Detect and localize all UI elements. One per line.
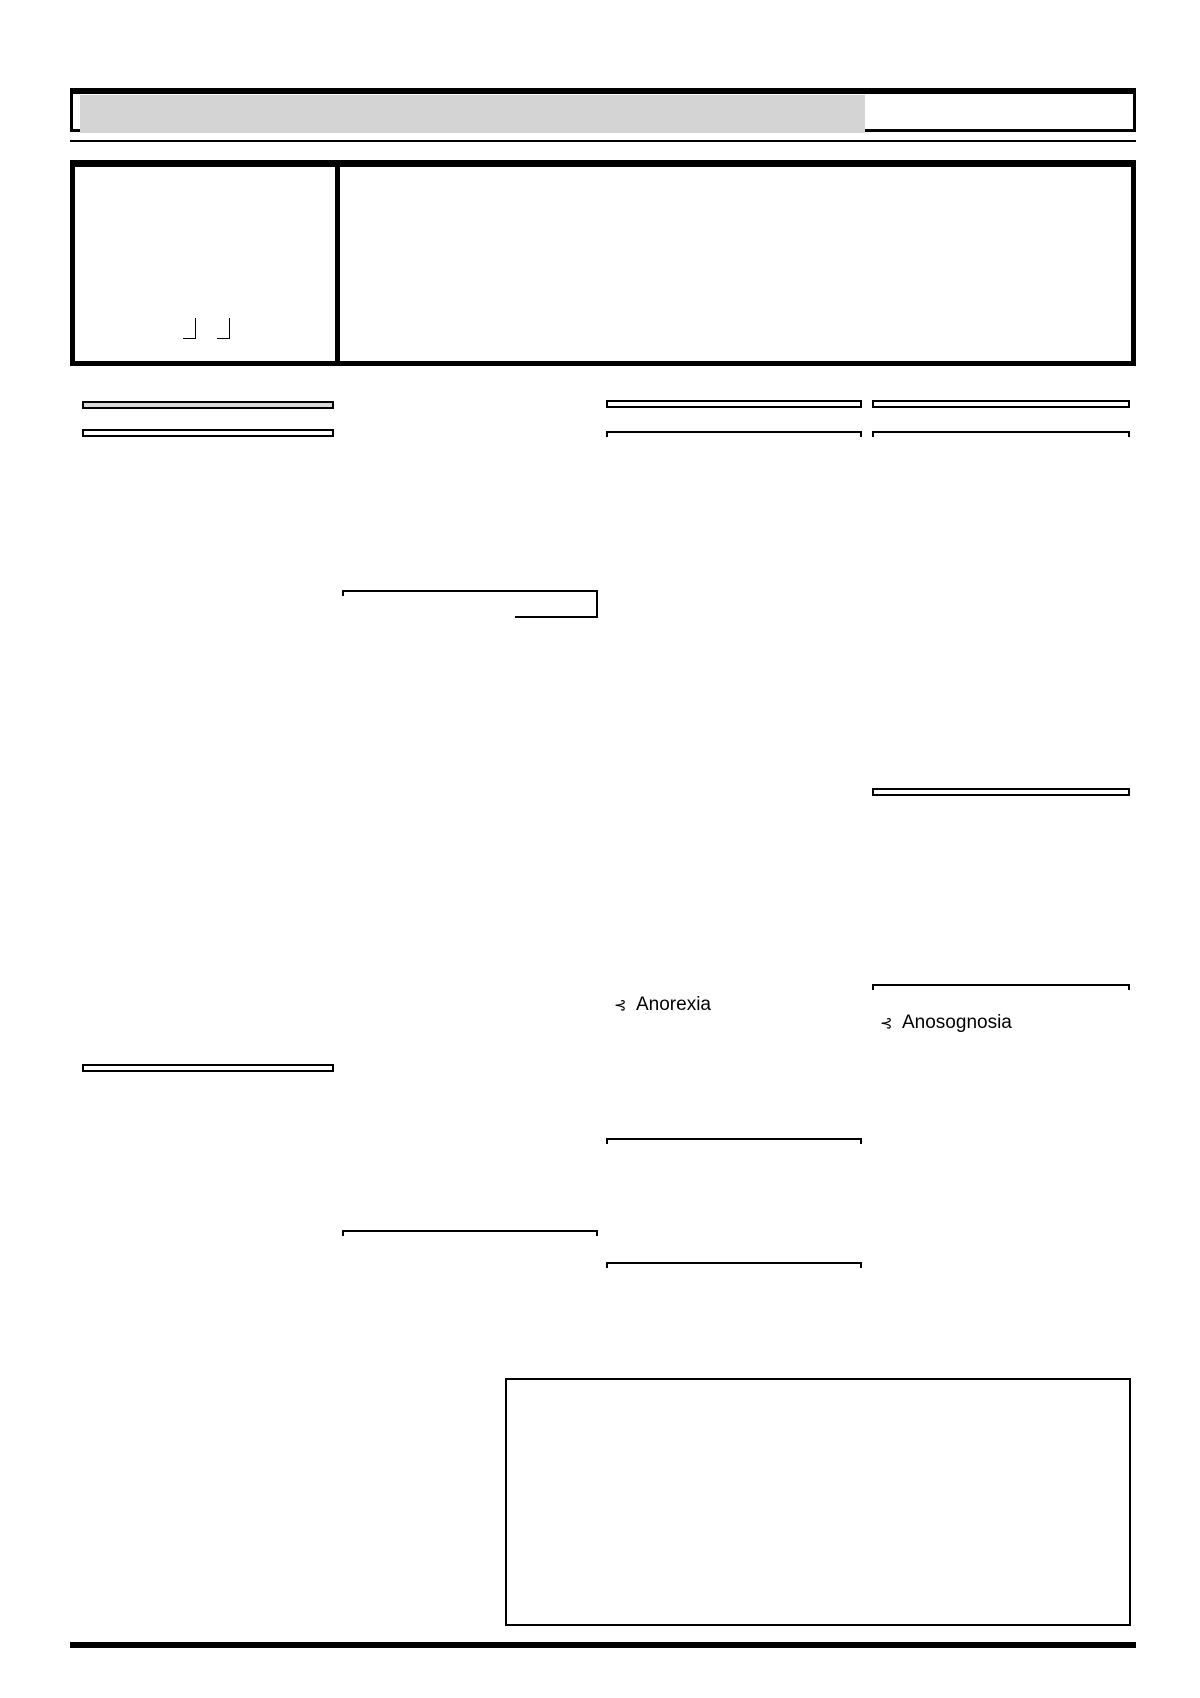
speech-quantity-item[interactable] bbox=[350, 1180, 372, 1202]
section-behavior bbox=[82, 1064, 334, 1072]
dress-item[interactable] bbox=[88, 1041, 110, 1063]
attitude-item[interactable] bbox=[350, 1445, 372, 1467]
mood-item[interactable] bbox=[614, 505, 636, 527]
mood-item[interactable] bbox=[614, 575, 636, 597]
catatonia-item[interactable] bbox=[350, 518, 372, 540]
catatonia-item[interactable] bbox=[350, 564, 372, 586]
gender-f-checkbox[interactable] bbox=[217, 318, 230, 339]
hair-item[interactable] bbox=[88, 594, 110, 616]
section-mood bbox=[606, 431, 862, 437]
other-feature-item[interactable] bbox=[88, 684, 110, 706]
tick-icon: ⊰ bbox=[614, 997, 627, 1014]
catatonia-item[interactable] bbox=[350, 471, 372, 493]
current-medication-item[interactable] bbox=[520, 1497, 542, 1519]
other-sign-item[interactable] bbox=[614, 947, 636, 969]
grooming-item[interactable] bbox=[88, 840, 110, 862]
other-emotion-item[interactable] bbox=[614, 782, 636, 804]
agnosia-label: Anosognosia bbox=[902, 1012, 1012, 1033]
attitude-item[interactable] bbox=[350, 1281, 372, 1303]
info-divider bbox=[335, 160, 340, 366]
catatonia-item[interactable] bbox=[350, 494, 372, 516]
mood-item[interactable] bbox=[614, 598, 636, 620]
intelligibility-item[interactable] bbox=[350, 735, 372, 757]
speech-quantity-item[interactable] bbox=[350, 1203, 372, 1225]
combativeness-item[interactable] bbox=[88, 1254, 110, 1276]
overactivity-item[interactable] bbox=[88, 1499, 110, 1521]
overactivity-item[interactable] bbox=[88, 1521, 110, 1543]
speech-quality-item[interactable] bbox=[350, 921, 372, 943]
section-perception bbox=[872, 400, 1130, 408]
grooming-item[interactable] bbox=[88, 907, 110, 929]
speech-quality-item[interactable] bbox=[350, 1061, 372, 1083]
volume-item[interactable] bbox=[350, 853, 372, 875]
attitude-item[interactable] bbox=[350, 1305, 372, 1327]
agnosia-item[interactable] bbox=[880, 1012, 1012, 1034]
attitude-item[interactable] bbox=[350, 1328, 372, 1350]
overactivity-item[interactable] bbox=[88, 1543, 110, 1565]
speech-quantity-item[interactable] bbox=[350, 1110, 372, 1132]
attitude-item[interactable] bbox=[350, 1422, 372, 1444]
hair-item[interactable] bbox=[88, 616, 110, 638]
other-feature-item[interactable] bbox=[88, 751, 110, 773]
speech-quantity-item[interactable] bbox=[350, 1156, 372, 1178]
other-feature-item[interactable] bbox=[88, 796, 110, 818]
catatonia-item[interactable] bbox=[350, 424, 372, 446]
intelligibility-item[interactable] bbox=[350, 782, 372, 804]
volume-item[interactable] bbox=[350, 830, 372, 852]
other-feature-item[interactable] bbox=[88, 706, 110, 728]
instruction bbox=[86, 381, 94, 397]
section-mood-affect bbox=[606, 400, 862, 408]
section-attitude bbox=[342, 1230, 598, 1236]
attitude-item[interactable] bbox=[350, 1258, 372, 1280]
speech-quality-item[interactable] bbox=[350, 1038, 372, 1060]
other-feature-item[interactable] bbox=[88, 729, 110, 751]
dress-item[interactable] bbox=[88, 997, 110, 1019]
hair-item[interactable] bbox=[88, 639, 110, 661]
speech-quality-item[interactable] bbox=[350, 898, 372, 920]
other-feature-item[interactable] bbox=[88, 773, 110, 795]
weight-item[interactable] bbox=[88, 527, 110, 549]
tick-icon: ⊰ bbox=[880, 1015, 893, 1032]
other-emotion-item[interactable] bbox=[614, 735, 636, 757]
title-shade bbox=[80, 95, 865, 133]
dress-item[interactable] bbox=[88, 974, 110, 996]
speech-quality-item[interactable] bbox=[350, 944, 372, 966]
intelligibility-item[interactable] bbox=[350, 759, 372, 781]
dress-item[interactable] bbox=[88, 952, 110, 974]
other-emotion-item[interactable] bbox=[614, 829, 636, 851]
mood-item[interactable] bbox=[614, 622, 636, 644]
dress-item[interactable] bbox=[88, 1019, 110, 1041]
speech-quantity-item[interactable] bbox=[350, 1133, 372, 1155]
section-hallucinations bbox=[872, 431, 1130, 437]
other-emotion-item[interactable] bbox=[614, 712, 636, 734]
neuro-vegetative-label: Anorexia bbox=[636, 994, 711, 1015]
speech-quality-item[interactable] bbox=[350, 967, 372, 989]
bottom-rule bbox=[70, 1642, 1136, 1648]
mood-item[interactable] bbox=[614, 458, 636, 480]
other-sign-item[interactable] bbox=[614, 924, 636, 946]
walk-item[interactable] bbox=[88, 1142, 110, 1164]
attitude-item[interactable] bbox=[350, 1352, 372, 1374]
mood-item[interactable] bbox=[614, 528, 636, 550]
neuro-vegetative-item[interactable] bbox=[614, 994, 711, 1016]
attitude-item[interactable] bbox=[350, 1515, 372, 1537]
overactivity-item[interactable] bbox=[88, 1454, 110, 1476]
walk-item[interactable] bbox=[88, 1187, 110, 1209]
mood-item[interactable] bbox=[614, 481, 636, 503]
attitude-item[interactable] bbox=[350, 1469, 372, 1491]
repetition-item[interactable] bbox=[88, 1343, 110, 1365]
catatonia-item[interactable] bbox=[350, 541, 372, 563]
header-rule bbox=[70, 140, 1136, 142]
weight-item[interactable] bbox=[88, 504, 110, 526]
section-general-description bbox=[82, 401, 334, 409]
speech-box-tab bbox=[515, 590, 598, 618]
repetition-item[interactable] bbox=[88, 1320, 110, 1342]
attitude-item[interactable] bbox=[350, 1492, 372, 1514]
section-disassociation bbox=[872, 788, 1130, 796]
attitude-item[interactable] bbox=[350, 1375, 372, 1397]
gender-m-checkbox[interactable] bbox=[183, 318, 196, 339]
weight-item[interactable] bbox=[88, 482, 110, 504]
walk-item[interactable] bbox=[88, 1165, 110, 1187]
other-emotion-item[interactable] bbox=[614, 806, 636, 828]
combativeness-item[interactable] bbox=[88, 1232, 110, 1254]
grooming-item[interactable] bbox=[88, 862, 110, 884]
mood-item[interactable] bbox=[614, 645, 636, 667]
weight-item[interactable] bbox=[88, 549, 110, 571]
other-emotion-item[interactable] bbox=[614, 852, 636, 874]
speech-rate-item[interactable] bbox=[350, 667, 372, 689]
section-appropriateness bbox=[606, 1262, 862, 1268]
repetition-item[interactable] bbox=[88, 1298, 110, 1320]
repetition-item[interactable] bbox=[88, 1365, 110, 1387]
mood-item[interactable] bbox=[614, 669, 636, 691]
overactivity-item[interactable] bbox=[88, 1476, 110, 1498]
section-affective-expression bbox=[606, 1138, 862, 1144]
current-treatment-box bbox=[505, 1378, 1131, 1626]
catatonia-item[interactable] bbox=[350, 447, 372, 469]
section-appearance bbox=[82, 429, 334, 437]
mood-item[interactable] bbox=[614, 552, 636, 574]
section-agnosia bbox=[872, 984, 1130, 990]
walk-item[interactable] bbox=[88, 1120, 110, 1142]
other-emotion-item[interactable] bbox=[614, 759, 636, 781]
other-emotion-item[interactable] bbox=[614, 876, 636, 898]
speech-rate-item[interactable] bbox=[350, 644, 372, 666]
attitude-item[interactable] bbox=[350, 1398, 372, 1420]
intelligibility-item[interactable] bbox=[350, 712, 372, 734]
current-psychotherapy-item[interactable] bbox=[520, 1412, 542, 1434]
grooming-item[interactable] bbox=[88, 885, 110, 907]
repetition-item[interactable] bbox=[88, 1387, 110, 1409]
repetition-item[interactable] bbox=[88, 1410, 110, 1432]
